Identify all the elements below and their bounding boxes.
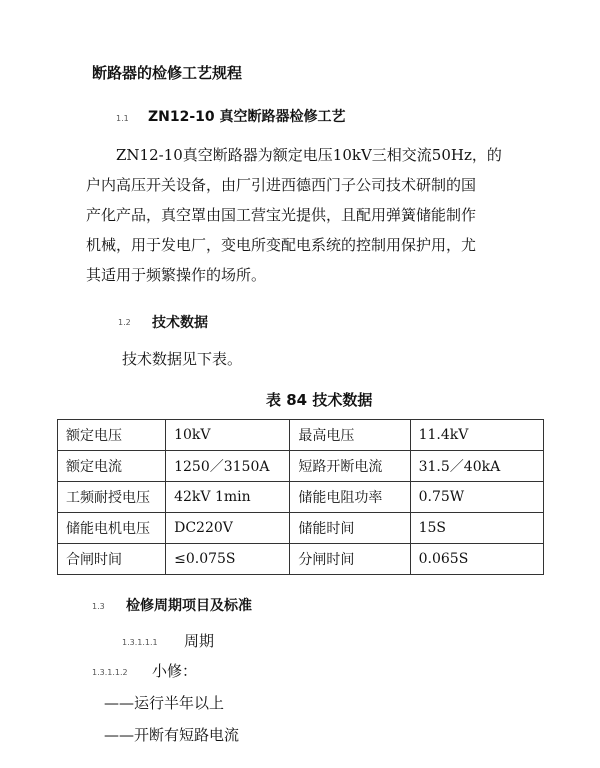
table-cell: DC220V: [166, 513, 290, 544]
table-cell: 15S: [410, 513, 543, 544]
table-row: [58, 451, 544, 482]
section-1-1-title: ZN12-10 真空断路器检修工艺: [148, 109, 346, 125]
subsection-label: 周期: [184, 632, 215, 650]
subsection-number: 1.3.1.1.1: [122, 638, 158, 647]
section-1-2-number: 1.2: [118, 318, 131, 327]
table-cell: 分闸时间: [290, 544, 410, 575]
paragraph-line: 产化产品，真空罩由国工营宝光提供，且配用弹簧储能制作: [86, 206, 477, 224]
list-item: ——运行半年以上: [104, 694, 225, 712]
table-row: [58, 420, 544, 451]
table-cell: 31.5／40kA: [410, 451, 543, 482]
table-cell: 短路开断电流: [290, 451, 410, 482]
table-cell: 储能电机电压: [58, 513, 166, 544]
table-row: [58, 544, 544, 575]
table-cell: 额定电压: [58, 420, 166, 451]
list-item: ——开断有短路电流: [104, 726, 240, 744]
subsection-label: 小修：: [152, 662, 198, 680]
table-cell: 0.065S: [410, 544, 543, 575]
paragraph-line: ZN12-10真空断路器为额定电压10kV三相交流50Hz，的: [116, 146, 502, 164]
section-1-1-paragraph: [86, 140, 516, 290]
table-cell: 储能时间: [290, 513, 410, 544]
table-cell: ≤0.075S: [166, 544, 290, 575]
subsection-number: 1.3.1.1.2: [92, 668, 128, 677]
table-cell: 1250／3150A: [166, 451, 290, 482]
table-caption: 表 84 技术数据: [266, 391, 373, 409]
table-cell: 11.4kV: [410, 420, 543, 451]
table-cell: 0.75W: [410, 482, 543, 513]
section-1-3-number: 1.3: [92, 602, 105, 611]
paragraph-line: 机械，用于发电厂，变电所变配电系统的控制用保护用，尤: [86, 236, 477, 254]
document-title: 断路器的检修工艺规程: [92, 64, 243, 82]
section-1-3-title: 检修周期项目及标准: [126, 598, 252, 614]
table-cell: 10kV: [166, 420, 290, 451]
table-cell: 合闸时间: [58, 544, 166, 575]
table-cell: 额定电流: [58, 451, 166, 482]
table-row: [58, 513, 544, 544]
table-row: [58, 482, 544, 513]
section-1-2-intro: 技术数据见下表。: [122, 350, 243, 368]
paragraph-line: 户内高压开关设备，由厂引进西德西门子公司技术研制的国: [86, 176, 477, 194]
table-cell: 储能电阻功率: [290, 482, 410, 513]
section-1-2-title: 技术数据: [152, 315, 208, 331]
tech-data-table: [57, 419, 544, 575]
paragraph-line: 其适用于频繁操作的场所。: [86, 266, 267, 284]
table-cell: 42kV 1min: [166, 482, 290, 513]
table-cell: 最高电压: [290, 420, 410, 451]
section-1-1-number: 1.1: [116, 114, 129, 123]
table-cell: 工频耐授电压: [58, 482, 166, 513]
